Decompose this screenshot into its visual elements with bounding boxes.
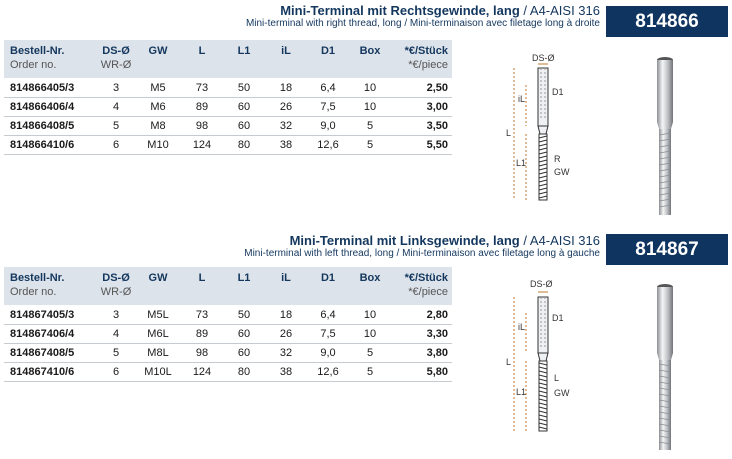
cell-d1: 12,6 (317, 139, 339, 151)
label-thread-direction: R (554, 154, 561, 164)
cell-d1: 7,5 (320, 328, 336, 340)
cell-box: 10 (363, 328, 377, 340)
row-divider (4, 97, 452, 98)
header-l1: L1 (237, 45, 251, 57)
cell-d1: 12,6 (317, 366, 339, 378)
cell-ds: 6 (112, 366, 120, 378)
cell-price: 3,50 (426, 120, 448, 132)
header-box: Box (359, 45, 381, 57)
product-code-badge: 814866 (606, 6, 728, 37)
cell-order-no: 814867405/3 (10, 309, 75, 321)
title-french: / Mini-terminaison avec filetage long à droite (404, 18, 600, 29)
cell-price: 3,00 (426, 101, 448, 113)
label-il: iL (518, 322, 526, 332)
cell-ds: 5 (112, 347, 120, 359)
title-material: / A4-AISI 316 (523, 3, 600, 18)
product-photo (652, 55, 678, 220)
cell-box: 10 (363, 101, 377, 113)
subheader-price: *€/piece (408, 286, 448, 298)
label-gw: GW (554, 388, 570, 398)
cell-ds: 4 (112, 328, 120, 340)
header-l: L (198, 272, 206, 284)
cell-ds: 4 (112, 101, 120, 113)
cell-l1: 50 (237, 309, 251, 321)
label-l1: L1 (516, 158, 527, 168)
cell-box: 5 (366, 120, 374, 132)
label-d1: D1 (552, 87, 564, 97)
cell-d1: 9,0 (320, 120, 336, 132)
label-l: L (506, 357, 512, 367)
header-order-no: Bestell-Nr. (10, 45, 65, 57)
technical-drawing (500, 275, 610, 455)
row-divider (4, 135, 452, 136)
cell-l: 73 (195, 82, 209, 94)
cell-ds: 3 (112, 82, 120, 94)
subheader-wr: WR-Ø (100, 286, 132, 298)
subheader-wr: WR-Ø (100, 59, 132, 71)
terminal-thread (659, 129, 671, 215)
label-ds: DS-Ø (532, 53, 555, 63)
cell-order-no: 814866410/6 (10, 139, 75, 151)
header-box: Box (359, 272, 381, 284)
label-l: L (506, 128, 512, 138)
header-gw: GW (148, 45, 168, 57)
cell-price: 3,80 (426, 347, 448, 359)
title-material: / A4-AISI 316 (523, 233, 600, 248)
terminal-head-outline (538, 297, 548, 353)
label-l1: L1 (516, 387, 527, 397)
cell-ds: 6 (112, 139, 120, 151)
cell-il: 32 (279, 347, 293, 359)
product-code-badge: 814867 (606, 234, 728, 265)
cell-l: 89 (195, 328, 209, 340)
title-german: Mini-Terminal mit Rechtsgewinde, lang (280, 3, 520, 18)
label-gw: GW (554, 167, 570, 177)
row-divider (4, 362, 452, 363)
terminal-body (657, 60, 673, 122)
cell-price: 5,50 (426, 139, 448, 151)
header-il: iL (281, 272, 291, 284)
cell-box: 10 (363, 82, 377, 94)
terminal-taper (538, 353, 548, 361)
cell-d1: 9,0 (320, 347, 336, 359)
cell-order-no: 814866405/3 (10, 82, 75, 94)
cell-gw: M8 (150, 120, 166, 132)
cell-il: 18 (279, 309, 293, 321)
cell-box: 5 (366, 347, 374, 359)
cell-gw: M8L (147, 347, 169, 359)
cell-il: 38 (279, 139, 293, 151)
cell-price: 3,30 (426, 328, 448, 340)
terminal-taper (538, 126, 548, 134)
technical-drawing (500, 50, 610, 225)
cell-gw: M6 (150, 101, 166, 113)
cell-order-no: 814867406/4 (10, 328, 75, 340)
label-thread-direction: L (554, 373, 560, 383)
title-french: / Mini-terminaison avec filetage long à gauche (396, 248, 600, 259)
cell-ds: 5 (112, 120, 120, 132)
cell-order-no: 814867408/5 (10, 347, 75, 359)
cell-box: 5 (366, 139, 374, 151)
cell-l1: 60 (237, 347, 251, 359)
cell-box: 10 (363, 309, 377, 321)
cell-l: 124 (192, 139, 212, 151)
header-d1: D1 (320, 272, 336, 284)
terminal-taper (657, 353, 673, 360)
row-divider (4, 343, 452, 344)
cell-gw: M10 (147, 139, 169, 151)
cell-price: 2,80 (426, 309, 448, 321)
row-divider (4, 324, 452, 325)
header-d1: D1 (320, 45, 336, 57)
header-ds: DS-Ø (102, 45, 130, 57)
cell-l1: 60 (237, 120, 251, 132)
title-german: Mini-Terminal mit Linksgewinde, lang (289, 233, 520, 248)
title-english: Mini-terminal with left thread, long (244, 248, 394, 259)
cell-gw: M6L (147, 328, 169, 340)
cell-gw: M10L (144, 366, 172, 378)
cell-d1: 6,4 (320, 309, 336, 321)
cell-d1: 6,4 (320, 82, 336, 94)
cell-l1: 80 (237, 366, 251, 378)
cell-gw: M5 (150, 82, 166, 94)
cell-l: 98 (195, 120, 209, 132)
cell-ds: 3 (112, 309, 120, 321)
cell-l1: 60 (237, 328, 251, 340)
subheader-order-no: Order no. (10, 286, 57, 298)
cell-d1: 7,5 (320, 101, 336, 113)
label-ds: DS-Ø (530, 279, 553, 289)
cell-il: 38 (279, 366, 293, 378)
cell-l1: 60 (237, 101, 251, 113)
product-photo (652, 282, 678, 454)
header-order-no: Bestell-Nr. (10, 272, 65, 284)
row-divider (4, 381, 452, 382)
cell-gw: M5L (147, 309, 169, 321)
row-divider (4, 154, 452, 155)
section-title (170, 233, 600, 260)
cell-il: 18 (279, 82, 293, 94)
cell-l: 98 (195, 347, 209, 359)
title-english: Mini-terminal with right thread, long (245, 18, 402, 29)
header-price: *€/Stück (404, 272, 448, 284)
cell-il: 26 (279, 101, 293, 113)
cell-order-no: 814866406/4 (10, 101, 75, 113)
cell-order-no: 814866408/5 (10, 120, 75, 132)
header-price: *€/Stück (404, 45, 448, 57)
cell-price: 2,50 (426, 82, 448, 94)
cell-l1: 50 (237, 82, 251, 94)
cell-l: 124 (192, 366, 212, 378)
header-l1: L1 (237, 272, 251, 284)
section-title (170, 3, 600, 30)
terminal-head-outline (538, 68, 548, 126)
terminal-taper (657, 122, 673, 129)
header-il: iL (281, 45, 291, 57)
cell-l: 73 (195, 309, 209, 321)
cell-box: 5 (366, 366, 374, 378)
label-d1: D1 (552, 313, 564, 323)
cell-l: 89 (195, 101, 209, 113)
label-il: iL (518, 94, 526, 104)
row-divider (4, 116, 452, 117)
terminal-body (657, 287, 673, 353)
subheader-price: *€/piece (408, 59, 448, 71)
header-l: L (198, 45, 206, 57)
header-gw: GW (148, 272, 168, 284)
cell-price: 5,80 (426, 366, 448, 378)
cell-order-no: 814867410/6 (10, 366, 75, 378)
header-ds: DS-Ø (102, 272, 130, 284)
cell-il: 32 (279, 120, 293, 132)
subheader-order-no: Order no. (10, 59, 57, 71)
cell-il: 26 (279, 328, 293, 340)
cell-l1: 80 (237, 139, 251, 151)
